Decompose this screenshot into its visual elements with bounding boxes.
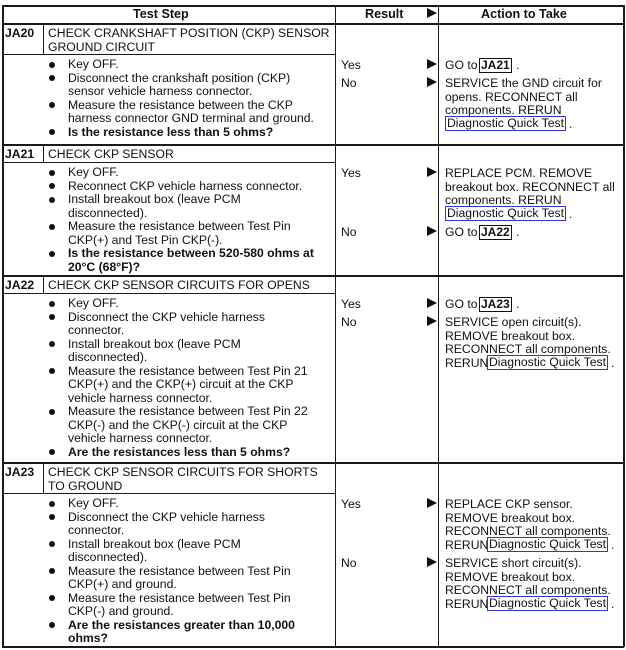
bullet-icon [49, 341, 55, 347]
section-divider [2, 275, 624, 277]
step-id: JA21 [5, 147, 35, 161]
arrow-icon [427, 77, 437, 87]
section-divider [2, 23, 624, 25]
arrow-icon [427, 226, 437, 236]
action-text: . [611, 596, 615, 611]
action-text: . [611, 355, 615, 370]
arrow-icon [427, 298, 437, 308]
title-divider [2, 293, 335, 294]
result-yes: Yes [341, 297, 361, 311]
action-text: RECONNECT all components. [445, 583, 611, 597]
step-instruction: Disconnect the CKP vehicle harness [68, 509, 265, 524]
action-text: GO to [445, 225, 478, 239]
title-divider [2, 493, 335, 494]
step-instruction: CKP(-) and the CKP(-) circuit at the CKP [68, 417, 288, 432]
question-text: Is the resistance less than 5 ohms? [68, 124, 274, 139]
action-text: REMOVE breakout box. [445, 510, 576, 525]
action-text: components. RERUN [445, 193, 562, 207]
step-title: GROUND CIRCUIT [48, 39, 155, 54]
step-instruction: vehicle harness connector. [68, 390, 213, 405]
step-instruction: CKP(+) and Test Pin CKP(-). [68, 232, 223, 247]
header-test-step: Test Step [133, 7, 189, 21]
result-yes: Yes [341, 166, 361, 180]
action-text: RECONNECT all components. [445, 524, 611, 538]
step-instruction: sensor vehicle harness connector. [68, 84, 253, 98]
step-instruction: Install breakout box (leave PCM [68, 192, 241, 206]
step-instruction: Reconnect CKP vehicle harness connector. [68, 178, 303, 193]
bullet-icon [49, 409, 55, 415]
step-id-divider [43, 275, 44, 293]
diagnostic-quick-test-link[interactable]: Diagnostic Quick Test [447, 116, 564, 130]
step-instruction: Measure the resistance between Test Pin 21 [68, 363, 308, 378]
step-title: CHECK CKP SENSOR CIRCUITS FOR OPENS [48, 278, 310, 292]
action-text: REMOVE breakout box. [445, 328, 576, 343]
step-instruction: vehicle harness connector. [68, 431, 213, 445]
step-instruction: CKP(+) and the CKP(+) circuit at the CKP [68, 377, 294, 391]
step-id: JA22 [5, 278, 35, 292]
bullet-icon [49, 224, 55, 230]
bullet-icon [49, 102, 55, 108]
action-text: . [611, 537, 615, 552]
action-text: SERVICE open circuit(s). [445, 315, 582, 329]
bullet-icon [49, 514, 55, 520]
bullet-icon [49, 62, 55, 68]
question-text: Is the resistance between 520-580 ohms at [68, 246, 314, 260]
action-text: REMOVE breakout box. [445, 569, 576, 584]
arrow-icon [427, 557, 437, 567]
bullet-icon [49, 183, 55, 189]
action-text: breakout box. RECONNECT all [445, 179, 615, 194]
column-divider-action [438, 5, 439, 646]
result-yes: Yes [341, 497, 361, 511]
action-text: GO to [445, 58, 478, 72]
arrow-icon [427, 59, 437, 69]
step-instruction: Disconnect the CKP vehicle harness [68, 309, 265, 324]
step-instruction: Key OFF. [68, 496, 119, 510]
header-result: Result [365, 7, 404, 21]
action-text: . [569, 116, 573, 131]
result-no: No [341, 76, 357, 90]
step-instruction: Measure the resistance between Test Pin [68, 563, 291, 578]
step-title: CHECK CKP SENSOR [48, 147, 174, 161]
bullet-icon [49, 368, 55, 374]
table-border-bottom [2, 646, 624, 648]
bullet-icon [49, 501, 55, 507]
action-text: RERUN [445, 537, 489, 552]
title-divider [2, 162, 335, 163]
column-divider-result [335, 5, 336, 646]
bullet-icon [49, 595, 55, 601]
bullet-icon [49, 314, 55, 320]
table-border-left [2, 5, 4, 647]
step-instruction: Key OFF. [68, 57, 119, 71]
arrow-icon [427, 316, 437, 326]
question-text: 20°C (68°F)? [68, 259, 141, 274]
step-title: TO GROUND [48, 478, 123, 493]
step-instruction: Measure the resistance between Test Pin [68, 590, 291, 605]
step-instruction: Key OFF. [68, 296, 119, 310]
step-instruction: Measure the resistance between Test Pin 22 [68, 404, 308, 418]
diagnostic-quick-test-link[interactable]: Diagnostic Quick Test [489, 355, 606, 369]
step-title: CHECK CKP SENSOR CIRCUITS FOR SHORTS [48, 465, 318, 479]
question-text: ohms? [68, 631, 108, 645]
step-title: CHECK CRANKSHAFT POSITION (CKP) SENSOR [48, 26, 330, 40]
arrow-icon [427, 8, 437, 18]
bullet-icon [49, 568, 55, 574]
step-reference-box[interactable]: JA23 [481, 296, 510, 311]
bullet-icon [49, 622, 55, 628]
step-instruction: Disconnect the crankshaft position (CKP) [68, 70, 291, 85]
action-text: SERVICE short circuit(s). [445, 556, 582, 570]
bullet-icon [49, 75, 55, 81]
step-instruction: CKP(-) and ground. [68, 604, 174, 618]
action-text: . [516, 58, 520, 72]
result-no: No [341, 315, 357, 329]
question-text: Are the resistances greater than 10,000 [68, 617, 295, 632]
question-text: Are the resistances less than 5 ohms? [68, 444, 291, 459]
step-instruction: disconnected). [68, 350, 148, 364]
diagnostic-quick-test-link[interactable]: Diagnostic Quick Test [489, 537, 606, 551]
title-divider [2, 54, 335, 55]
bullet-icon [49, 541, 55, 547]
action-text: REPLACE PCM. REMOVE [445, 166, 592, 180]
action-text: RERUN [445, 355, 489, 370]
step-instruction: Measure the resistance between the CKP [68, 97, 293, 112]
step-instruction: connector. [68, 323, 125, 337]
arrow-icon [427, 167, 437, 177]
step-reference-box[interactable]: JA21 [481, 57, 510, 72]
step-instruction: Install breakout box (leave PCM [68, 336, 241, 351]
action-text: . [516, 297, 520, 311]
step-instruction: disconnected). [68, 205, 148, 220]
bullet-icon [49, 301, 55, 307]
step-id-divider [43, 144, 44, 162]
step-instruction: connector. [68, 523, 125, 537]
section-divider [2, 462, 624, 464]
step-instruction: CKP(+) and ground. [68, 577, 177, 591]
bullet-icon [49, 251, 55, 257]
action-text: GO to [445, 297, 478, 311]
result-no: No [341, 556, 357, 570]
bullet-icon [49, 170, 55, 176]
action-text: REPLACE CKP sensor. [445, 497, 573, 511]
result-no: No [341, 225, 357, 239]
action-text: . [569, 206, 573, 221]
arrow-icon [427, 498, 437, 508]
action-text: RECONNECT all components. [445, 342, 611, 356]
step-id: JA20 [5, 26, 35, 40]
step-instruction: Measure the resistance between Test Pin [68, 219, 291, 233]
action-text: components. RERUN [445, 103, 562, 117]
step-instruction: Key OFF. [68, 165, 119, 179]
action-text: RERUN [445, 596, 489, 611]
bullet-icon [49, 129, 55, 135]
bullet-icon [49, 449, 55, 455]
header-action: Action to Take [481, 7, 567, 21]
action-text: SERVICE the GND circuit for [445, 76, 602, 90]
result-yes: Yes [341, 58, 361, 72]
step-id-divider [43, 23, 44, 54]
step-instruction: Install breakout box (leave PCM [68, 536, 241, 551]
action-text: . [516, 225, 520, 239]
step-id: JA23 [5, 465, 35, 479]
step-reference-box[interactable]: JA22 [481, 224, 510, 239]
step-instruction: disconnected). [68, 550, 148, 564]
action-text: opens. RECONNECT all [445, 89, 578, 104]
step-id-divider [43, 462, 44, 493]
section-divider [2, 144, 624, 146]
step-instruction: harness connector GND terminal and ground. [68, 111, 314, 125]
diagnostic-quick-test-link[interactable]: Diagnostic Quick Test [489, 596, 606, 610]
diagnostic-quick-test-link[interactable]: Diagnostic Quick Test [447, 206, 564, 220]
bullet-icon [49, 197, 55, 203]
table-border-right [623, 5, 625, 647]
